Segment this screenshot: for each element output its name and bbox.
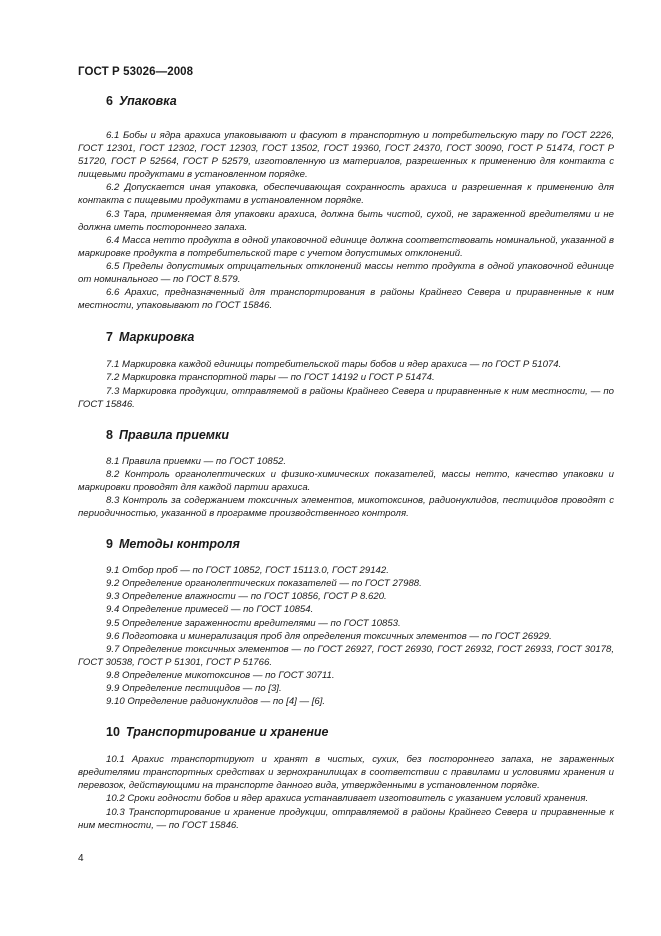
paragraph: 9.7 Определение токсичных элементов — по ГОСТ 26927, ГОСТ 26930, ГОСТ 26932, ГОСТ 26933, ГОСТ 30178, ГОСТ 30538, ГОСТ Р 51301, ГОСТ Р 51766. bbox=[78, 643, 614, 668]
section-title: 8 Правила приемки bbox=[106, 427, 229, 442]
paragraph: 8.3 Контроль за содержанием токсичных элементов, микотоксинов, радионуклидов, пестицидов проводят с периодичностью, указанной в программе производственного контроля. bbox=[78, 494, 614, 520]
paragraph: 9.2 Определение органолептических показателей — по ГОСТ 27988. bbox=[106, 578, 422, 590]
paragraph: 10.3 Транспортирование и хранение продукции, отправляемой в районы Крайнего Севера и приравненные к ним местности, — по ГОСТ 15846. bbox=[78, 806, 614, 831]
paragraph: 9.1 Отбор проб — по ГОСТ 10852, ГОСТ 15113.0, ГОСТ 29142. bbox=[106, 565, 389, 577]
document-body bbox=[78, 86, 614, 832]
paragraph: 6.6 Арахис, предназначенный для транспортирования в районы Крайнего Севера и приравненные к ним местности, упаковывают по ГОСТ 15846. bbox=[78, 287, 614, 312]
paragraph: 6.3 Тара, применяемая для упаковки арахиса, должна быть чистой, сухой, не зараженной вредителями и не должна иметь постороннего запаха. bbox=[78, 208, 614, 233]
section-title: 10 Транспортирование и хранение bbox=[106, 725, 329, 740]
paragraph: 9.5 Определение зараженности вредителями — по ГОСТ 10853. bbox=[106, 617, 401, 629]
paragraph: 7.2 Маркировка транспортной тары — по ГОСТ 14192 и ГОСТ Р 51474. bbox=[106, 372, 435, 384]
page-number: 4 bbox=[78, 853, 84, 864]
paragraph: 6.1 Бобы и ядра арахиса упаковывают и фасуют в транспортную и потребительскую тару по ГОСТ 2226, ГОСТ 12301, ГОСТ 12302, ГОСТ 12303, ГОСТ 13502, ГОСТ 19360, ГОСТ 24370, ГОСТ 30090, ГОСТ Р 51474, ГОСТ Р 51720, ГОСТ Р 52564, ГОСТ Р 52579, изготовленную из материалов, разрешенных к применению для контакта с пищевыми продуктами в установленном порядке. bbox=[78, 130, 614, 181]
paragraph: 9.8 Определение микотоксинов — по ГОСТ 30711. bbox=[106, 669, 335, 681]
document-header: ГОСТ Р 53026—2008 bbox=[78, 66, 194, 78]
section-title: 6 Упаковка bbox=[106, 94, 177, 108]
paragraph: 7.1 Маркировка каждой единицы потребительской тары бобов и ядер арахиса — по ГОСТ Р 51074. bbox=[106, 359, 562, 371]
section-packaging bbox=[78, 94, 614, 312]
section-title: 9 Методы контроля bbox=[106, 537, 240, 552]
paragraph: 6.5 Пределы допустимых отрицательных отклонений массы нетто продукта в одной упаковочной единице от номинального — по ГОСТ 8.579. bbox=[78, 260, 614, 286]
paragraph: 6.4 Масса нетто продукта в одной упаковочной единице должна соответствовать номинальной, указанной в маркировке продукта в потребительской таре с учетом допустимых отклонений. bbox=[78, 234, 614, 259]
paragraph: 9.4 Определение примесей — по ГОСТ 10854. bbox=[106, 604, 314, 616]
paragraph: 10.1 Арахис транспортируют и хранят в чистых, сухих, без постороннего запаха, не зараженных вредителями транспортных средствах и зернохранилищах в соответствии с правилами и условиями хранения и перевозок, действующими на транспорте данного вида, утвержденными в установленном порядке. bbox=[78, 754, 614, 792]
paragraph: 8.1 Правила приемки — по ГОСТ 10852. bbox=[106, 455, 287, 467]
paragraph: 8.2 Контроль органолептических и физико-химических показателей, массы нетто, качество упаковки и маркировки проводят для каждой партии арахиса. bbox=[78, 468, 614, 493]
paragraph: 10.2 Сроки годности бобов и ядер арахиса устанавливает изготовитель с указанием условий хранения. bbox=[106, 793, 589, 805]
paragraph: 9.6 Подготовка и минерализация проб для определения токсичных элементов — по ГОСТ 26929. bbox=[106, 630, 552, 642]
section-transport-storage bbox=[78, 725, 614, 832]
section-control-methods bbox=[78, 537, 614, 708]
section-title: 7 Маркировка bbox=[106, 330, 195, 345]
paragraph: 7.3 Маркировка продукции, отправляемой в районы Крайнего Севера и приравненные к ним местности, — по ГОСТ 15846. bbox=[78, 385, 614, 410]
paragraph: 9.3 Определение влажности — по ГОСТ 10856, ГОСТ Р 8.620. bbox=[106, 591, 387, 603]
paragraph: 6.2 Допускается иная упаковка, обеспечивающая сохранность арахиса и разрешенная к применению для контакта с пищевыми продуктами в установленном порядке. bbox=[78, 182, 614, 207]
paragraph: 9.9 Определение пестицидов — по [3]. bbox=[106, 683, 282, 694]
section-marking bbox=[78, 330, 614, 410]
paragraph: 9.10 Определение радионуклидов — по [4] — [6]. bbox=[106, 696, 326, 708]
section-acceptance-rules bbox=[78, 428, 614, 520]
